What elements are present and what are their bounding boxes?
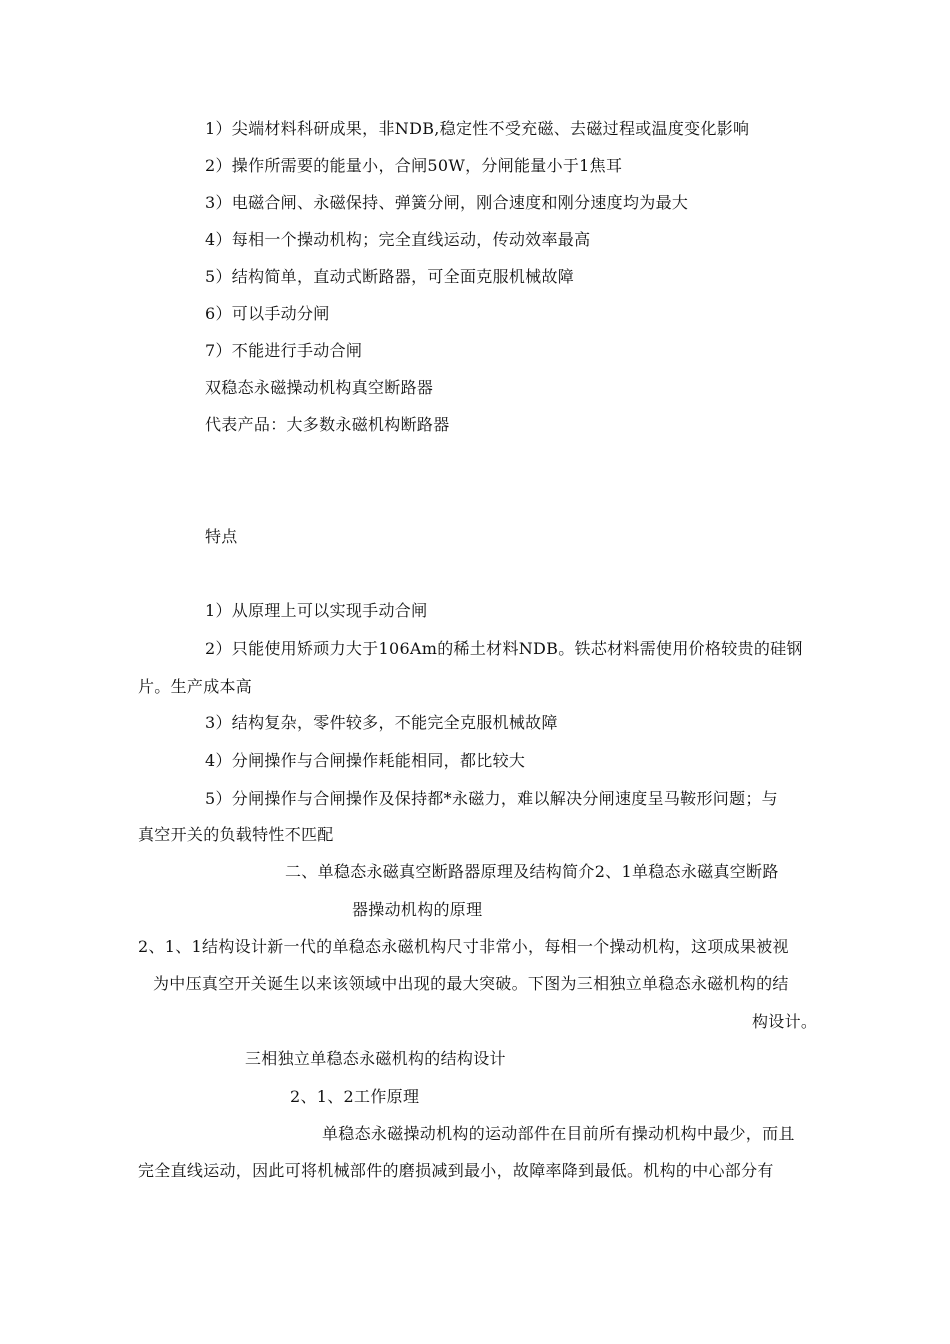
feature2-item-5-cont: 真空开关的负载特性不匹配	[138, 825, 334, 844]
feature-item-5: 5）结构简单，直动式断路器，可全面克服机械故障	[205, 267, 575, 286]
feature-item-3: 3）电磁合闸、永磁保持、弹簧分闸，刚合速度和刚分速度均为最大	[205, 193, 689, 212]
feature2-item-2-cont: 片。生产成本高	[138, 677, 253, 696]
feature2-item-2: 2）只能使用矫顽力大于106Am的稀土材料NDB。铁芯材料需使用价格较贵的硅钢	[205, 639, 803, 658]
section2-heading-line1: 二、单稳态永磁真空断路器原理及结构简介2、1单稳态永磁真空断路	[285, 862, 779, 881]
feature-item-2: 2）操作所需要的能量小，合闸50W，分闸能量小于1焦耳	[205, 156, 623, 175]
feature-item-6: 6）可以手动分闸	[205, 304, 330, 323]
feature-item-7: 7）不能进行手动合闸	[205, 341, 363, 360]
para-212-line2: 完全直线运动，因此可将机械部件的磨损减到最小，故障率降到最低。机构的中心部分有	[138, 1161, 774, 1180]
para-211-line2: 为中压真空开关诞生以来该领域中出现的最大突破。下图为三相独立单稳态永磁机构的结	[153, 974, 789, 993]
para-212-line1: 单稳态永磁操动机构的运动部件在目前所有操动机构中最少，而且	[322, 1124, 795, 1143]
features-heading: 特点	[205, 527, 238, 546]
para-211-line1: 2、1、1结构设计新一代的单稳态永磁机构尺寸非常小，每相一个操动机构，这项成果被视	[138, 937, 789, 956]
figure-caption: 三相独立单稳态永磁机构的结构设计	[245, 1049, 506, 1068]
feature2-item-3: 3）结构复杂，零件较多，不能完全克服机械故障	[205, 713, 558, 732]
section2-heading-line2: 器操动机构的原理	[352, 900, 483, 919]
feature-item-4: 4）每相一个操动机构；完全直线运动，传动效率最高	[205, 230, 591, 249]
representative-products: 代表产品：大多数永磁机构断路器	[205, 415, 450, 434]
para-211-line3: 构设计。	[752, 1012, 818, 1031]
feature-item-1: 1）尖端材料科研成果，非NDB,稳定性不受充磁、去磁过程或温度变化影响	[205, 119, 750, 138]
feature2-item-4: 4）分闸操作与合闸操作耗能相同，都比较大	[205, 751, 526, 770]
feature2-item-5: 5）分闸操作与合闸操作及保持都*永磁力，难以解决分闸速度呈马鞍形问题；与	[205, 789, 778, 808]
heading-212: 2、1、2工作原理	[290, 1087, 420, 1106]
bistable-title: 双稳态永磁操动机构真空断路器	[205, 378, 434, 397]
feature2-item-1: 1）从原理上可以实现手动合闸	[205, 601, 428, 620]
